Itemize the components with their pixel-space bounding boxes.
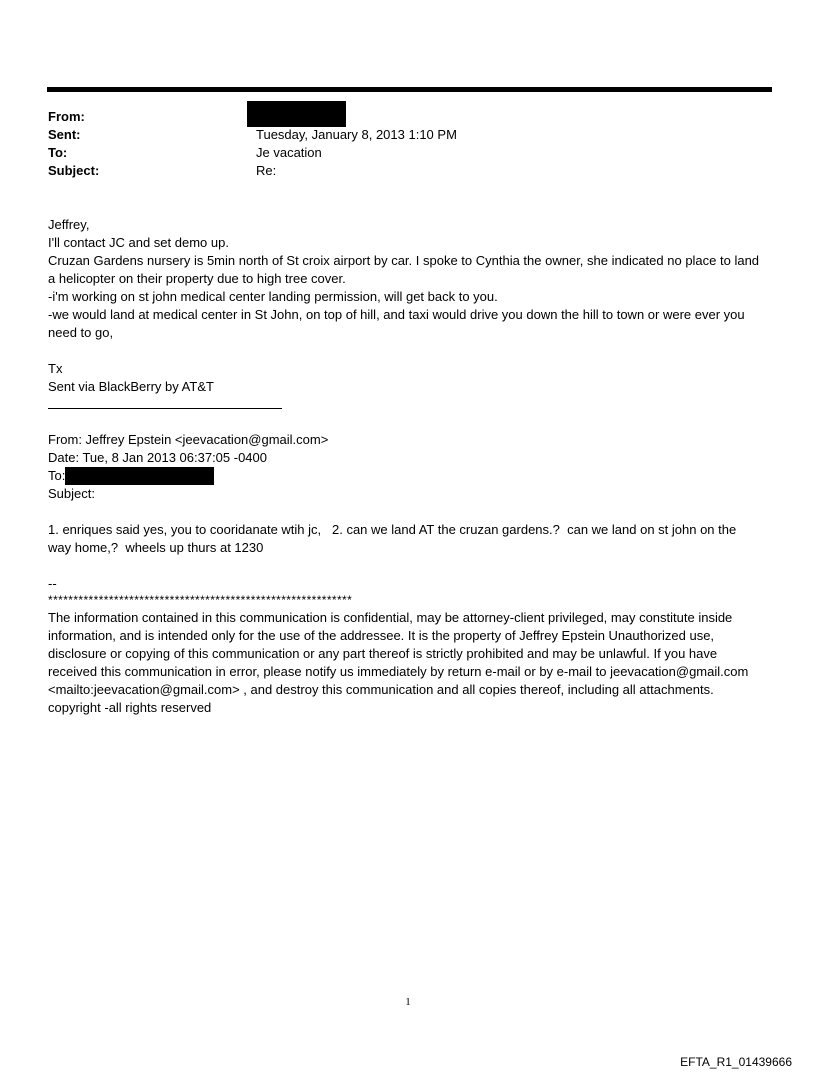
to-label: To: xyxy=(48,145,68,160)
reply-greeting: Jeffrey, xyxy=(48,217,90,232)
original-subject-label: Subject: xyxy=(48,486,95,501)
to-value: Je vacation xyxy=(256,145,322,160)
reply-line-1: I'll contact JC and set demo up. xyxy=(48,235,229,250)
reply-signature: Sent via BlackBerry by AT&T xyxy=(48,379,214,394)
header-rule xyxy=(47,87,772,92)
document-id: EFTA_R1_01439666 xyxy=(680,1055,792,1069)
from-label: From: xyxy=(48,109,85,124)
sent-value: Tuesday, January 8, 2013 1:10 PM xyxy=(256,127,457,142)
subject-label: Subject: xyxy=(48,163,100,178)
original-to-label: To: xyxy=(48,468,66,483)
redaction-to xyxy=(65,467,214,485)
subject-value: Re: xyxy=(256,163,277,178)
sent-label: Sent: xyxy=(48,127,81,142)
quote-separator xyxy=(48,408,282,409)
disclaimer-text: The information contained in this communication is confidential, may be attorney-client privileged, may constitute inside information, and is intended only for the use of the addressee. It is the property of Jeffrey Epstein Unauthorized use, disclosure or copying of this communication or any part thereof is strictly prohibited and may be unlawful. If you have received this communication in error, please notify us immediately by return e-mail or by e-mail to jeevacation@gmail.com <mailto:jeevacation@gmail.com> , and destroy this communication and all copies thereof, including all attachments. copyright -all rights reserved xyxy=(48,610,752,715)
footer-stars: ************************************************************ xyxy=(48,593,353,607)
reply-line-4: -we would land at medical center in St John, on top of hill, and taxi would drive you down the hill to town or were ever you need to go, xyxy=(48,307,749,340)
reply-line-2: Cruzan Gardens nursery is 5min north of St croix airport by car. I spoke to Cynthia the owner, she indicated no place to land a helicopter on their property due to high tree cover. xyxy=(48,253,763,286)
redaction-from xyxy=(247,101,346,127)
reply-signoff: Tx xyxy=(48,361,63,376)
original-from: From: Jeffrey Epstein <jeevacation@gmail.com> xyxy=(48,432,329,447)
original-date: Date: Tue, 8 Jan 2013 06:37:05 -0400 xyxy=(48,450,268,465)
page-number: 1 xyxy=(405,996,411,1008)
reply-line-3: -i'm working on st john medical center landing permission, will get back to you. xyxy=(48,289,498,304)
original-message: 1. enriques said yes, you to cooridanate wtih jc, 2. can we land AT the cruzan gardens.? can we land on st john on the way home,? wheels up thurs at 1230 xyxy=(48,522,740,555)
footer-dashes: -- xyxy=(48,576,57,591)
